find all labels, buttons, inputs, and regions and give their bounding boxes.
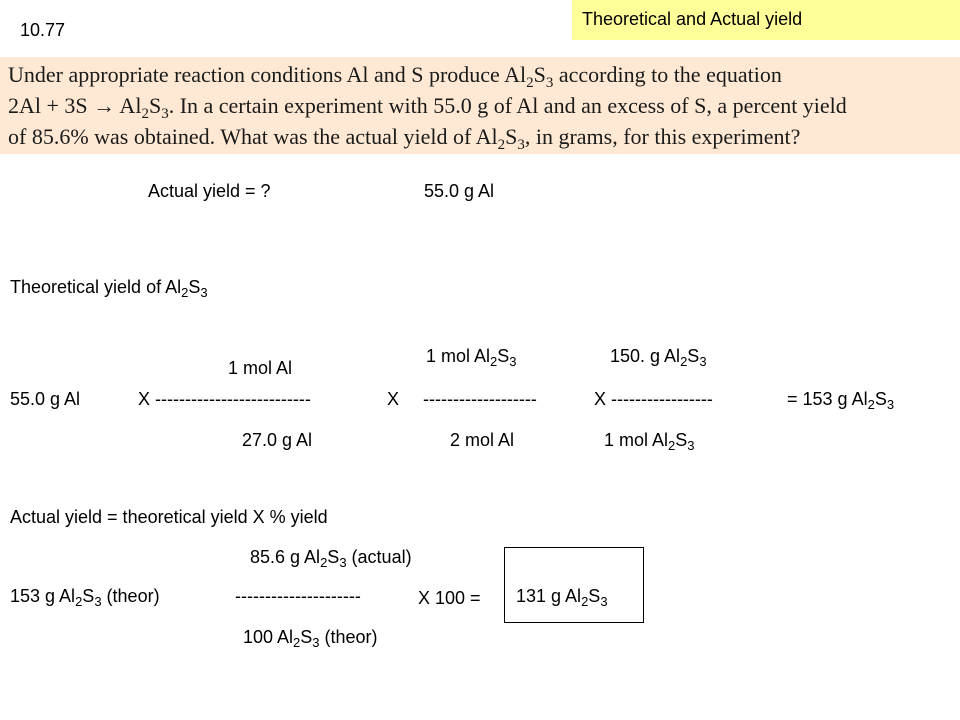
problem-line-3: of 85.6% was obtained. What was the actual yield of $Al_2S_3$, in grams, for this experiment? [8, 124, 801, 153]
factor2-fraction-bar: ------------------- [423, 389, 537, 409]
given-mass-al: 55.0 g Al [424, 181, 495, 201]
percent-denominator: 100 $Al_2S_3$ (theor) [243, 627, 378, 650]
factor3-denominator: 1 mol $Al_2S_3$ [604, 430, 695, 453]
factor2-multiply: X [387, 389, 400, 409]
calc-start-mass: 55.0 g Al [10, 389, 81, 409]
factor3-fraction-bar: X ----------------- [594, 389, 713, 409]
factor2-numerator: 1 mol $Al_2S_3$ [426, 346, 517, 369]
problem-statement-scan [0, 57, 960, 154]
final-answer: 131 g $Al_2S_3$ [516, 586, 608, 609]
theoretical-yield-heading: Theoretical yield of $Al_2S_3$ [10, 277, 208, 300]
factor1-fraction-bar: X -------------------------- [138, 389, 311, 409]
topic-badge-label: Theoretical and Actual yield [582, 9, 803, 29]
actual-yield-heading: Actual yield = theoretical yield X % yield [10, 507, 328, 527]
theoretical-result: = 153 g $Al_2S_3$ [787, 389, 895, 412]
percent-numerator: 85.6 g $Al_2S_3$ (actual) [250, 547, 412, 570]
percent-times-100: X 100 = [418, 588, 481, 608]
factor2-denominator: 2 mol Al [450, 430, 515, 450]
factor3-numerator: 150. g $Al_2S_3$ [610, 346, 707, 369]
factor1-numerator: 1 mol Al [228, 358, 293, 378]
problem-number: 10.77 [20, 20, 66, 40]
problem-line-1: Under appropriate reaction conditions Al and S produce $Al_2S_3$ according to the equation [8, 62, 782, 91]
percent-fraction-bar: --------------------- [235, 586, 361, 606]
percent-start: 153 g $Al_2S_3$ (theor) [10, 586, 160, 609]
problem-line-2: $2Al + 3S \to Al_2S_3$. In a certain experiment with 55.0 g of Al and an excess of S, a percent yield [8, 93, 847, 122]
factor1-denominator: 27.0 g Al [242, 430, 313, 450]
given-actual-yield: Actual yield = ? [148, 181, 271, 201]
topic-badge [572, 0, 960, 40]
